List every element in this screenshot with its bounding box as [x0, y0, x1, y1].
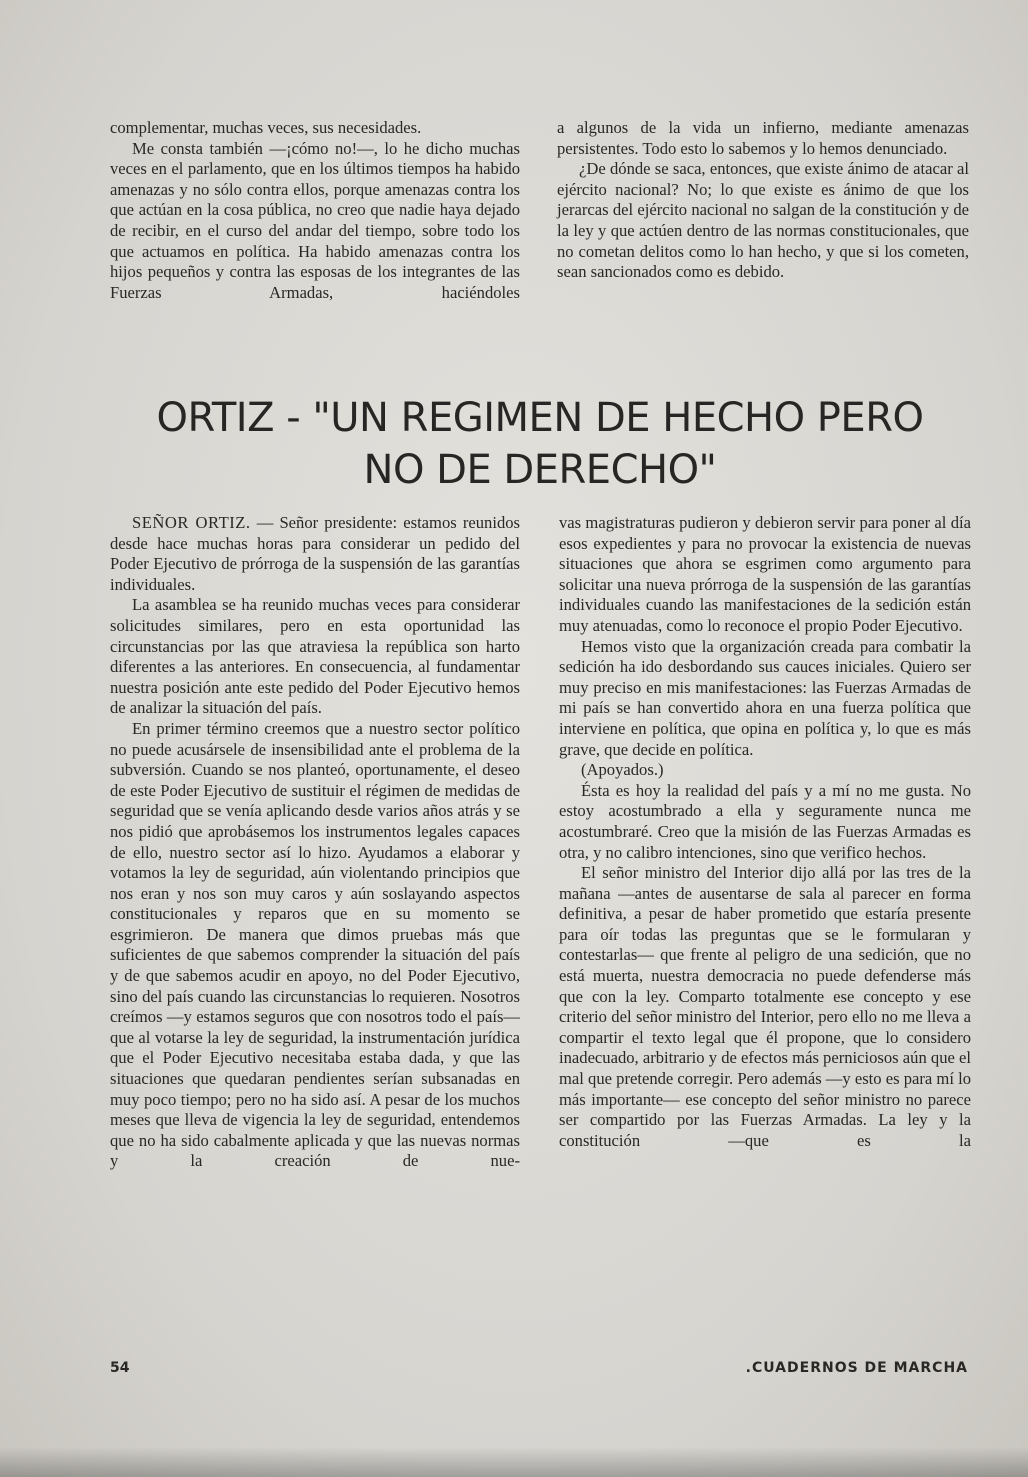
paragraph: (Apoyados.) [581, 760, 664, 780]
scan-edge-shadow [0, 1447, 1028, 1477]
paragraph: Ésta es hoy la realidad del país y a mí no me gusta. No estoy acostumbrado a ella y seguramente nunca me acostumbraré. Creo que la misión de las Fuerzas Armadas es otra, y no calibro intenciones, sino que verifico hechos. [559, 780, 971, 862]
speaker-name: SEÑOR ORTIZ. [132, 513, 251, 532]
paragraph: complementar, muchas veces, sus necesidades. [110, 118, 422, 137]
headline-line-2: NO DE DERECHO" [363, 447, 717, 493]
publication-name: .CUADERNOS DE MARCHA [745, 1360, 968, 1376]
paragraph: Me consta también —¡cómo no!—, lo he dicho muchas veces en el parlamento, que en los últimos tiempos ha habido amenazas y no sólo contra ellos, porque amenazas contra los que actúan en la cosa pública, no creo que nadie haya dejado de recibir, en el curso del andar del tiempo, sobre todo los que actuamos en política. Ha habido amenazas contra los hijos pequeños y contra las esposas de los integrantes de las Fuerzas Armadas, haciéndoles [110, 138, 520, 302]
paragraph: El señor ministro del Interior dijo allá por las tres de la mañana —antes de ausentarse de sala al parecer en forma definitiva, a pesar de haber prometido que estaría presente para oír todas las preguntas que se le formularan y contestarlas— que frente al peligro de una sedición, que no está muerta, nuestra democracia no puede defenderse más que con la ley. Comparto totalmente ese concepto y ese criterio del señor ministro del Interior, pero ello no me lleva a compartir el texto legal que él propone, que lo considero inadecuado, arbitrario y de efectos más perniciosos aún que el mal que pretende corregir. Pero además —y esto es para mí lo más importante— ese concepto del señor ministro no parece ser compartido por las Fuerzas Armadas. La ley y la constitución —que es la [559, 863, 971, 1150]
top-left-column [110, 118, 520, 303]
bottom-left-column [110, 513, 520, 1172]
paragraph: a algunos de la vida un infierno, mediante amenazas persistentes. Todo esto lo sabemos y lo hemos denunciado. [557, 118, 969, 158]
page-number: 54 [110, 1360, 130, 1376]
paragraph: Hemos visto que la organización creada para combatir la sedición ha ido desbordando sus cauces iniciales. Quiero ser muy preciso en mis manifestaciones: las Fuerzas Armadas de mi país se han convertido ahora en una fuerza política que interviene en política, que opina en política y, lo que es más grave, que decide en política. [559, 636, 971, 759]
paragraph: La asamblea se ha reunido muchas veces para considerar solicitudes similares, pero en esta oportunidad las circunstancias por las que atraviesa la república son harto diferentes a las anteriores. En consecuencia, al fundamentar nuestra posición ante este pedido del Poder Ejecutivo hemos de analizar la situación del país. [110, 595, 520, 718]
paragraph: En primer término creemos que a nuestro sector político no puede acusársele de insensibilidad ante el problema de la subversión. Cuando se nos planteó, oportunamente, el deseo de este Poder Ejecutivo de sustituir el régimen de medidas de seguridad que se venía aplicando desde varios años atrás y se nos pidió que aprobásemos los instrumentos legales capaces de ello, nuestro sector así lo hizo. Ayudamos a elaborar y votamos la ley de seguridad, aún violentando principios que nos eran y nos son muy caros y aún soslayando aspectos constitucionales y reparos que en su momento se esgrimieron. De manera que dimos pruebas más que suficientes de que sabemos comprender la situación del país y de que sabemos acudir en apoyo, no del Poder Ejecutivo, sino del país cuando las circunstancias lo requieren. Nosotros creímos —y estamos seguros que con nosotros todo el país— que al votarse la ley de seguridad, la instrumentación jurídica que el Poder Ejecutivo necesitaba estaba dada, y que las situaciones que quedaran pendientes serían subsanadas en muy poco tiempo; pero no ha sido así. A pesar de los muchos meses que lleva de vigencia la ley de seguridad, entendemos que no ha sido cabalmente aplicada y que las nuevas normas y la creación de nue- [110, 718, 520, 1171]
paragraph: vas magistraturas pudieron y debieron servir para poner al día esos expedientes y para no provocar la existencia de nuevas situaciones que ahora se esgrimen como argumento para solicitar una nueva prórroga de la suspensión de las garantías individuales cuando las manifestaciones de la sedición están muy atenuadas, como lo reconoce el propio Poder Ejecutivo. [559, 513, 971, 635]
speaker-text: — Señor presidente: estamos reunidos desde hace muchas horas para considerar un pedido del Poder Ejecutivo de prórroga de la suspensión de las garantías individuales. [110, 513, 520, 594]
bottom-right-column [559, 513, 971, 1151]
paragraph [110, 513, 520, 595]
top-right-column [557, 118, 969, 283]
headline-line-1: ORTIZ - "UN REGIMEN DE HECHO PERO [156, 395, 924, 441]
paragraph: ¿De dónde se saca, entonces, que existe ánimo de atacar al ejército nacional? No; lo que existe es ánimo de que los jerarcas del ejército nacional no salgan de la constitución y de la ley y que actúen dentro de las normas constitucionales, que no cometan delitos como lo han hecho, y que si los cometen, sean sancionados como es debido. [557, 159, 969, 282]
article-headline [110, 392, 970, 496]
